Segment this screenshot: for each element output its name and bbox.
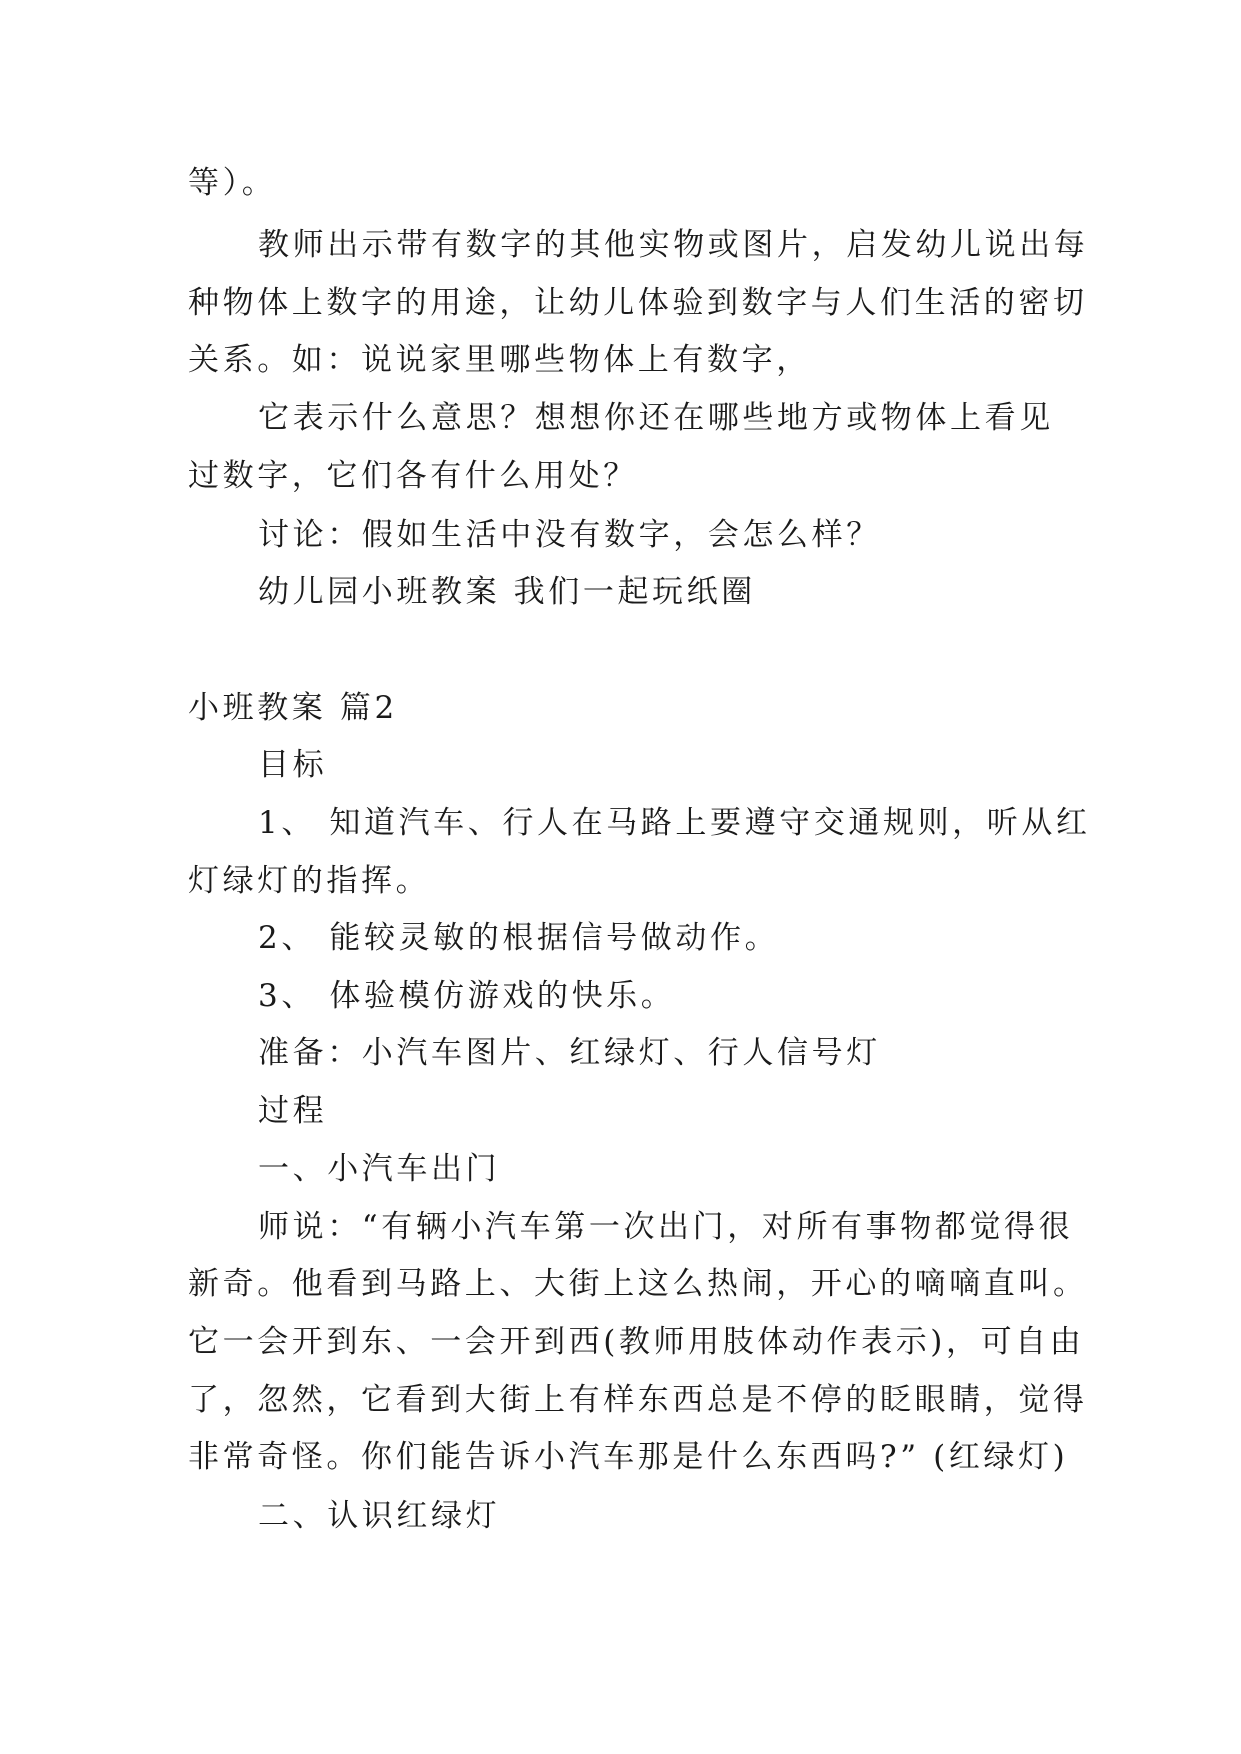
paragraph-line: 关系。如：说说家里哪些物体上有数字，: [188, 342, 811, 378]
paragraph-line: 等）。: [188, 165, 277, 201]
subheading: 二、认识红绿灯: [258, 1498, 501, 1534]
paragraph-line: 幼儿园小班教案 我们一起玩纸圈: [258, 574, 756, 610]
paragraph-line: 准备：小汽车图片、红绿灯、行人信号灯: [258, 1035, 881, 1071]
list-item-continuation: 灯绿灯的指挥。: [188, 863, 431, 899]
subheading: 过程: [258, 1093, 328, 1129]
paragraph-line: 讨论：假如生活中没有数字，会怎么样？: [258, 517, 881, 553]
section-heading: 小班教案 篇2: [188, 690, 398, 726]
paragraph-line: 了，忽然，它看到大街上有样东西总是不停的眨眼睛，觉得: [188, 1382, 1088, 1418]
paragraph-line: 教师出示带有数字的其他实物或图片，启发幼儿说出每: [258, 227, 1089, 263]
subheading: 目标: [258, 747, 328, 783]
subheading: 一、小汽车出门: [258, 1151, 501, 1187]
paragraph-line: 过数字，它们各有什么用处？: [188, 458, 638, 494]
list-item: 2、 能较灵敏的根据信号做动作。: [258, 920, 780, 956]
paragraph-line: 非常奇怪。你们能告诉小汽车那是什么东西吗?” (红绿灯): [188, 1439, 1069, 1475]
paragraph-line: 它一会开到东、一会开到西(教师用肢体动作表示)，可自由: [188, 1324, 1085, 1360]
paragraph-line: 新奇。他看到马路上、大街上这么热闹，开心的嘀嘀直叫。: [188, 1266, 1088, 1302]
paragraph-line: 师说：“有辆小汽车第一次出门，对所有事物都觉得很: [258, 1209, 1074, 1245]
paragraph-line: 它表示什么意思？想想你还在哪些地方或物体上看见: [258, 400, 1054, 436]
paragraph-line: 种物体上数字的用途，让幼儿体验到数字与人们生活的密切: [188, 285, 1088, 321]
list-item: 3、 体验模仿游戏的快乐。: [258, 978, 676, 1014]
list-item: 1、 知道汽车、行人在马路上要遵守交通规则，听从红: [258, 805, 1091, 841]
